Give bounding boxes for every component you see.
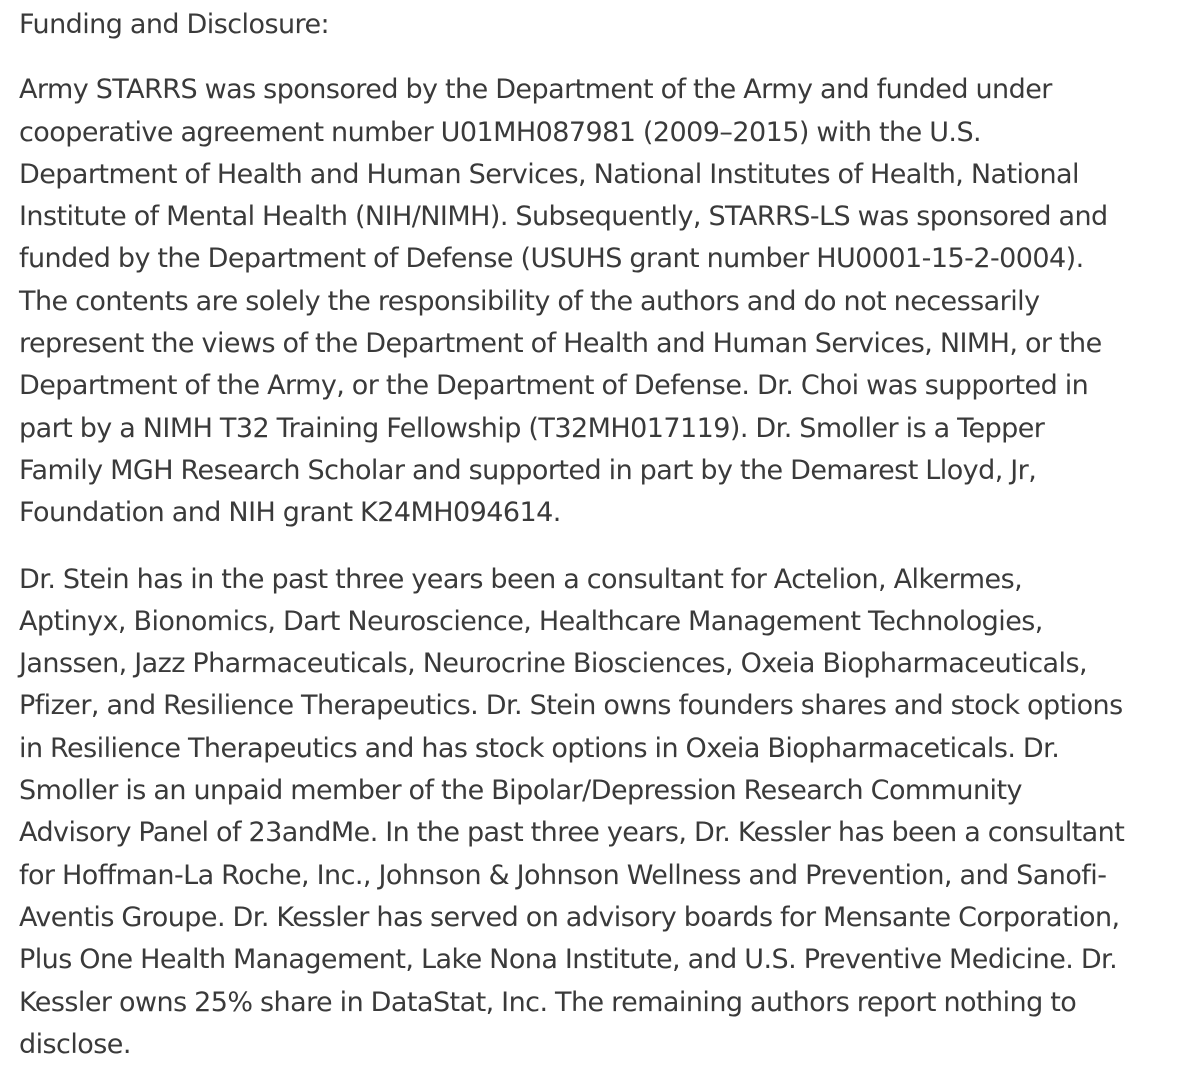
paragraph-line: Aptinyx, Bionomics, Dart Neuroscience, Healthcare Management Technologies, [19,605,1043,637]
paragraph-line: Advisory Panel of 23andMe. In the past three years, Dr. Kessler has been a consultant [19,817,1125,849]
paragraph [19,69,1189,534]
paragraph-line: represent the views of the Department of Health and Human Services, NIMH, or the [19,328,1102,360]
paragraph-line: disclose. [19,1028,131,1060]
paragraph-line: Smoller is an unpaid member of the Bipolar/Depression Research Community [19,775,1022,807]
document-body [19,0,1189,1090]
paragraph-line: Institute of Mental Health (NIH/NIMH). Subsequently, STARRS-LS was sponsored and [19,201,1108,233]
paragraph-line: for Hoffman-La Roche, Inc., Johnson & Johnson Wellness and Prevention, and Sanofi- [19,859,1107,891]
paragraph-line: Plus One Health Management, Lake Nona Institute, and U.S. Preventive Medicine. Dr. [19,944,1118,976]
section-heading: Funding and Disclosure: [19,9,330,40]
paragraph-line: Aventis Groupe. Dr. Kessler has served on advisory boards for Mensante Corporation, [19,901,1120,933]
paragraph-line: cooperative agreement number U01MH087981 (2009–2015) with the U.S. [19,116,982,148]
paragraph-line: Family MGH Research Scholar and supported in part by the Demarest Lloyd, Jr, [19,454,1037,486]
paragraph-line: funded by the Department of Defense (USUHS grant number HU0001-15-2-0004). [19,243,1084,275]
paragraph-line: Pfizer, and Resilience Therapeutics. Dr. Stein owns founders shares and stock options [19,690,1123,722]
paragraph [19,559,1189,1067]
paragraph-line: The contents are solely the responsibility of the authors and do not necessarily [19,285,1040,317]
paragraph-line: Department of the Army, or the Department of Defense. Dr. Choi was supported in [19,370,1089,402]
paragraph-line: Dr. Stein has in the past three years been a consultant for Actelion, Alkermes, [19,563,1023,595]
paragraph-container [19,69,1189,1066]
paragraph-line: Foundation and NIH grant K24MH094614. [19,497,561,529]
paragraph-line: Department of Health and Human Services, National Institutes of Health, National [19,158,1079,190]
paragraph-line: Army STARRS was sponsored by the Department of the Army and funded under [19,74,1052,106]
paragraph-line: Kessler owns 25% share in DataStat, Inc. The remaining authors report nothing to [19,986,1077,1018]
paragraph-line: in Resilience Therapeutics and has stock options in Oxeia Biopharmaceticals. Dr. [19,732,1060,764]
paragraph-line: Janssen, Jazz Pharmaceuticals, Neurocrine Biosciences, Oxeia Biopharmaceuticals, [19,648,1087,680]
paragraph-line: part by a NIMH T32 Training Fellowship (T32MH017119). Dr. Smoller is a Tepper [19,412,1045,444]
